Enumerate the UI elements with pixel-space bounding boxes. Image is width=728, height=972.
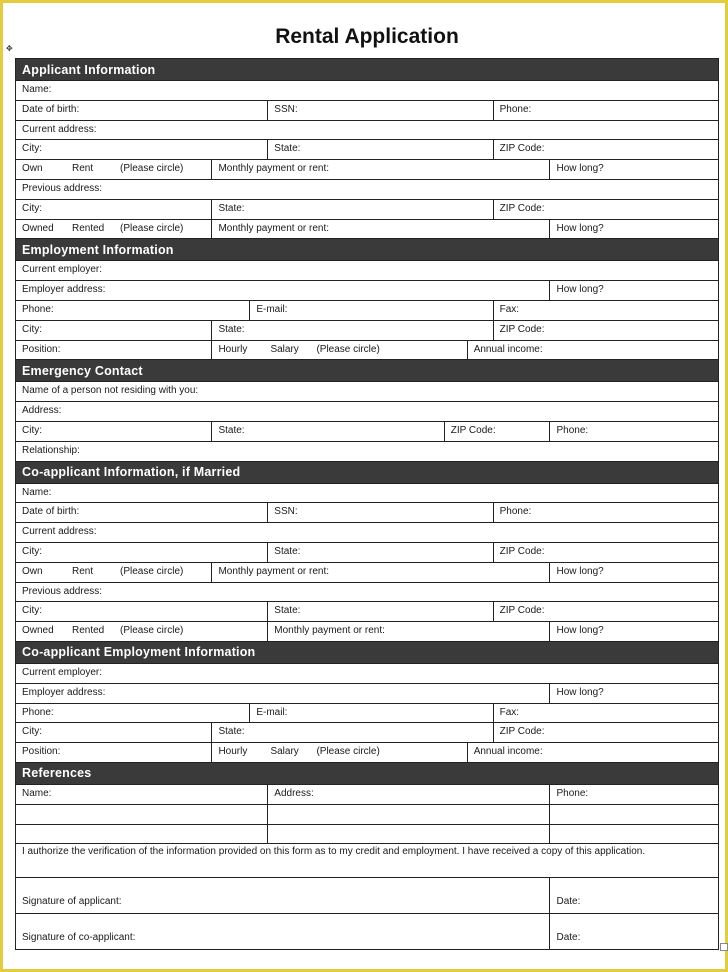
reference-row [16, 824, 718, 844]
field-emergency-city[interactable]: City: [22, 424, 42, 436]
field-prev-city[interactable]: City: [22, 202, 42, 214]
option-rented[interactable]: Rented [72, 222, 105, 234]
form-row [16, 320, 718, 340]
field-employer-state[interactable]: State: [211, 321, 492, 340]
option-salary[interactable]: Salary [270, 746, 299, 758]
section-emergency-contact: Emergency Contact [16, 359, 718, 381]
option-hourly[interactable]: Hourly [218, 746, 248, 758]
signature-applicant[interactable]: Signature of applicant: [22, 896, 122, 908]
please-circle-note: (Please circle) [120, 565, 184, 577]
please-circle-note: (Please circle) [316, 746, 380, 758]
field-emergency-phone[interactable]: Phone: [549, 422, 718, 441]
field-employer-fax[interactable]: Fax: [493, 301, 718, 320]
section-references: References [16, 762, 718, 784]
page-title: Rental Application [275, 25, 459, 48]
application-form [15, 58, 719, 950]
option-owned[interactable]: Owned [22, 625, 54, 637]
reference-address-cell[interactable] [267, 805, 549, 824]
field-phone[interactable]: Phone: [493, 101, 718, 120]
form-row [16, 542, 718, 562]
field-co-name[interactable]: Name: [22, 486, 52, 498]
field-employer-phone[interactable]: Phone: [22, 303, 54, 315]
field-name[interactable]: Name: [22, 84, 52, 95]
reference-name-cell[interactable] [16, 805, 267, 824]
signature-row [16, 913, 718, 949]
field-co-current-address[interactable]: Current address: [22, 526, 97, 538]
form-row [16, 199, 718, 219]
field-date-of-birth[interactable]: Date of birth: [22, 103, 80, 115]
field-employer-how-long[interactable]: How long? [549, 281, 718, 300]
field-co-prev-zip-code[interactable]: ZIP Code: [493, 602, 718, 621]
resize-handle[interactable] [720, 943, 728, 951]
authorization-row [16, 843, 718, 877]
form-row [16, 663, 718, 683]
field-co-employer-email[interactable]: E-mail: [249, 704, 492, 723]
field-co-employer-city[interactable]: City: [22, 726, 42, 738]
option-owned[interactable]: Owned [22, 222, 54, 234]
reference-phone-cell[interactable] [549, 825, 718, 844]
authorization-statement: I authorize the verification of the information provided on this form as to my credit and employment. I have received a copy of this application. [22, 846, 646, 858]
signature-coapplicant[interactable]: Signature of co-applicant: [22, 932, 136, 944]
form-row [16, 722, 718, 742]
form-row [16, 483, 718, 503]
field-co-zip-code[interactable]: ZIP Code: [493, 543, 718, 562]
reference-row [16, 804, 718, 824]
signature-coapplicant-date[interactable]: Date: [549, 914, 718, 949]
form-row [16, 139, 718, 159]
option-salary[interactable]: Salary [270, 343, 299, 355]
anchor-icon: ✥ [6, 44, 13, 53]
form-row [16, 179, 718, 199]
form-row [16, 421, 718, 441]
reference-phone-header: Phone: [549, 785, 718, 804]
field-co-monthly-payment[interactable]: Monthly payment or rent: [211, 563, 549, 582]
field-annual-income[interactable]: Annual income: [467, 341, 718, 360]
field-co-employer-phone[interactable]: Phone: [22, 706, 54, 718]
form-row [16, 703, 718, 723]
option-rented[interactable]: Rented [72, 625, 105, 637]
field-co-previous-address[interactable]: Previous address: [22, 585, 103, 597]
field-previous-address[interactable]: Previous address: [22, 182, 103, 194]
form-row [16, 219, 718, 239]
form-row [16, 742, 718, 762]
field-co-employer-zip-code[interactable]: ZIP Code: [493, 723, 718, 742]
field-co-owned-rented[interactable] [16, 622, 267, 641]
form-row [16, 120, 718, 140]
please-circle-note: (Please circle) [316, 343, 380, 355]
please-circle-note: (Please circle) [120, 222, 184, 234]
section-coapplicant-information: Co-applicant Information, if Married [16, 461, 718, 483]
field-co-prev-state[interactable]: State: [267, 602, 492, 621]
field-prev-monthly-payment[interactable]: Monthly payment or rent: [211, 220, 549, 239]
reference-name-header: Name: [22, 787, 52, 799]
form-row [16, 159, 718, 179]
form-row [16, 300, 718, 320]
form-row [16, 401, 718, 421]
field-co-own-rent[interactable] [16, 563, 211, 582]
field-prev-zip-code[interactable]: ZIP Code: [493, 200, 718, 219]
field-zip-code[interactable]: ZIP Code: [493, 140, 718, 159]
field-position[interactable]: Position: [22, 343, 61, 355]
form-row [16, 502, 718, 522]
option-rent[interactable]: Rent [72, 565, 94, 577]
form-row [16, 280, 718, 300]
option-own[interactable]: Own [22, 565, 43, 577]
field-city[interactable]: City: [22, 143, 42, 155]
field-co-ssn[interactable]: SSN: [267, 503, 492, 522]
reference-address-header: Address: [267, 785, 549, 804]
field-co-phone[interactable]: Phone: [493, 503, 718, 522]
form-row [16, 441, 718, 461]
field-co-prev-monthly-payment[interactable]: Monthly payment or rent: [267, 622, 549, 641]
field-current-address[interactable]: Current address: [22, 123, 97, 135]
field-nonresident-name[interactable]: Name of a person not residing with you: [22, 385, 199, 397]
form-row [16, 601, 718, 621]
field-monthly-payment[interactable]: Monthly payment or rent: [211, 160, 549, 179]
option-hourly[interactable]: Hourly [218, 343, 248, 355]
form-row [16, 340, 718, 360]
field-co-employer-address[interactable]: Employer address: [22, 686, 106, 698]
field-co-employer-how-long[interactable]: How long? [549, 684, 718, 703]
section-applicant-information: Applicant Information [16, 58, 718, 80]
form-row [16, 582, 718, 602]
field-co-employer-state[interactable]: State: [211, 723, 492, 742]
field-employer-email[interactable]: E-mail: [249, 301, 492, 320]
field-how-long[interactable]: How long? [549, 160, 718, 179]
field-current-employer[interactable]: Current employer: [22, 264, 103, 276]
field-prev-state[interactable]: State: [211, 200, 492, 219]
form-row [16, 80, 718, 100]
form-row [16, 260, 718, 280]
field-co-prev-city[interactable]: City: [22, 605, 42, 617]
please-circle-note: (Please circle) [120, 163, 184, 175]
option-own[interactable]: Own [22, 163, 43, 175]
field-co-state[interactable]: State: [267, 543, 492, 562]
field-co-annual-income[interactable]: Annual income: [467, 743, 718, 762]
reference-name-cell[interactable] [16, 825, 267, 844]
field-co-current-employer[interactable]: Current employer: [22, 666, 103, 678]
field-state[interactable]: State: [267, 140, 492, 159]
reference-address-cell[interactable] [267, 825, 549, 844]
field-co-city[interactable]: City: [22, 545, 42, 557]
field-employer-city[interactable]: City: [22, 323, 42, 335]
reference-header-row [16, 784, 718, 804]
section-employment-information: Employment Information [16, 238, 718, 260]
signature-applicant-date[interactable]: Date: [549, 878, 718, 913]
field-prev-how-long[interactable]: How long? [549, 220, 718, 239]
field-emergency-state[interactable]: State: [211, 422, 443, 441]
field-co-pay-type[interactable] [211, 743, 466, 762]
field-owned-rented[interactable] [16, 220, 211, 239]
form-row [16, 621, 718, 641]
field-relationship[interactable]: Relationship: [22, 444, 80, 456]
field-employer-zip-code[interactable]: ZIP Code: [493, 321, 718, 340]
field-emergency-zip-code[interactable]: ZIP Code: [444, 422, 550, 441]
section-coapplicant-employment: Co-applicant Employment Information [16, 641, 718, 663]
form-row [16, 522, 718, 542]
field-co-date-of-birth[interactable]: Date of birth: [22, 506, 80, 518]
field-pay-type[interactable] [211, 341, 466, 360]
field-emergency-address[interactable]: Address: [22, 405, 62, 417]
field-co-position[interactable]: Position: [22, 746, 61, 758]
form-row [16, 562, 718, 582]
field-co-how-long[interactable]: How long? [549, 563, 718, 582]
reference-phone-cell[interactable] [549, 805, 718, 824]
field-ssn[interactable]: SSN: [267, 101, 492, 120]
field-co-employer-fax[interactable]: Fax: [493, 704, 718, 723]
form-row [16, 683, 718, 703]
form-row [16, 100, 718, 120]
field-own-rent[interactable] [16, 160, 211, 179]
please-circle-note: (Please circle) [120, 625, 184, 637]
form-row [16, 381, 718, 401]
signature-row [16, 877, 718, 913]
field-employer-address[interactable]: Employer address: [22, 284, 106, 296]
field-co-prev-how-long[interactable]: How long? [549, 622, 718, 641]
option-rent[interactable]: Rent [72, 163, 94, 175]
